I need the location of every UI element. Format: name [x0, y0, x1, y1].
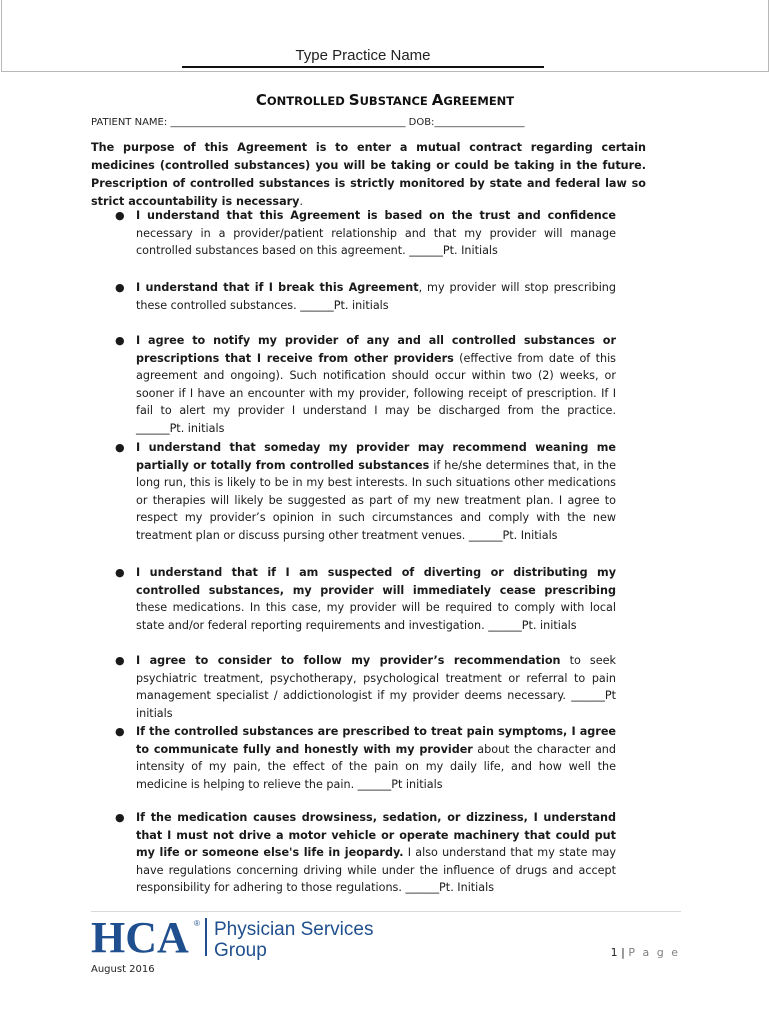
- bullet-icon: ●: [115, 334, 125, 347]
- page-number-value: 1: [610, 946, 618, 959]
- dob-label: DOB:: [408, 117, 435, 128]
- page-number: [560, 946, 680, 959]
- bullet-icon: ●: [115, 209, 125, 222]
- title-char: S: [348, 91, 360, 109]
- bullet-icon: ●: [115, 441, 125, 454]
- page-word: P a g e: [628, 946, 680, 959]
- item-text: I also understand that my state may have regulations concerning driving while under the influence of drugs and accept responsibility for adhering to those regulations. ______Pt. Initials: [136, 846, 616, 894]
- document-title: [0, 91, 770, 109]
- title-char: GREEMENT: [443, 94, 515, 108]
- page-separator: |: [617, 946, 629, 959]
- item-bold-text: If the controlled substances are prescribed to treat pain symptoms, I agree to communicate fully and honestly with my provider: [136, 725, 616, 756]
- dob-field[interactable]: __________________: [434, 117, 525, 128]
- title-char: ONTROLLED: [266, 94, 349, 108]
- hca-logo: [91, 914, 391, 962]
- logo-line1: Physician Services: [214, 919, 374, 940]
- agreement-item: [91, 652, 616, 722]
- bullet-icon: ●: [115, 654, 125, 667]
- item-bold-text: I understand that this Agreement is based on the trust and confidence: [136, 209, 616, 222]
- purpose-end: .: [299, 195, 304, 208]
- item-text: necessary in a provider/patient relationship and that my provider will manage controlled substances based on this agreement. ______Pt. Initials: [136, 226, 616, 257]
- item-text: if he/she determines that, in the long run, this is likely to be in my best interests. In such situations other medications or therapies will likely be suggested as part of my new treatment plan. I agree to respect my provider’s opinion in such circumstances and comply with the new treatment plan or discuss pursing other treatment venues. ______Pt. Initials: [136, 458, 616, 542]
- agreement-item: [91, 207, 616, 260]
- agreement-item: [91, 439, 616, 544]
- footer-divider: [91, 911, 681, 912]
- item-bold-text: I agree to consider to follow my provider’s recommendation: [136, 654, 561, 667]
- agreement-item: [91, 723, 616, 793]
- bullet-icon: ●: [115, 566, 125, 579]
- practice-name-field[interactable]: Type Practice Name: [182, 46, 544, 68]
- item-text: , my provider will stop prescribing these controlled substances. ______Pt. initials: [136, 281, 616, 312]
- logo-line2: Group: [214, 940, 267, 961]
- patient-info-line: [91, 117, 651, 128]
- item-text: (effective from date of this agreement and ongoing). Such notification should occur within two (2) weeks, or sooner if I have an encounter with my provider, following receipt of prescription. If I fail to alert my provider I understand I may be discharged from the practice. ______Pt. initials: [136, 351, 616, 435]
- agreement-item: [91, 279, 616, 314]
- bullet-icon: ●: [115, 281, 125, 294]
- agreement-item: [91, 332, 616, 437]
- item-text: these medications. In this case, my provider will be required to comply with local state and/or federal reporting requirements and investigation. ______Pt. initials: [136, 601, 616, 632]
- item-bold-text: I agree to notify my provider of any and all controlled substances or prescriptions that I receive from other providers: [136, 334, 616, 365]
- logo-mark: HCA: [91, 914, 189, 962]
- bullet-icon: ●: [115, 811, 125, 824]
- item-bold-text: I understand that if I am suspected of diverting or distributing my controlled substances, my provider will immediately cease prescribing: [136, 566, 616, 597]
- practice-header-box: [1, 0, 769, 72]
- item-bold-text: I understand that if I break this Agreement: [136, 281, 419, 294]
- item-bold-text: If the medication causes drowsiness, sedation, or dizziness, I understand that I must not drive a motor vehicle or operate machinery that could put my life or someone else's life in jeopardy.: [136, 811, 616, 859]
- item-text: to seek psychiatric treatment, psychotherapy, psychological treatment or referral to pain management specialist / addictionologist if my provider deems necessary. ______Pt initials: [136, 654, 617, 720]
- title-char: C: [255, 91, 267, 109]
- logo-registered: ®: [194, 919, 200, 928]
- agreement-item: [91, 809, 616, 897]
- purpose-bold-text: The purpose of this Agreement is to enter a mutual contract regarding certain medicines (controlled substances) you will be taking or could be taking in the future. Prescription of controlled substances is strictly monitored by state and federal law so strict accountability is necessary: [91, 141, 646, 208]
- bullet-icon: ●: [115, 725, 125, 738]
- title-char: A: [431, 91, 444, 109]
- title-char: UBSTANCE: [359, 94, 432, 108]
- footer-date: August 2016: [91, 964, 155, 975]
- purpose-paragraph: [91, 139, 646, 211]
- agreement-item: [91, 564, 616, 634]
- patient-name-label: PATIENT NAME:: [91, 117, 168, 128]
- patient-name-field[interactable]: _______________________________________________: [170, 117, 406, 128]
- logo-divider: [205, 918, 207, 956]
- item-text: about the character and intensity of my pain, the effect of the pain on my daily life, and how well the medicine is helping to relieve the pain. ______Pt initials: [136, 742, 616, 791]
- item-bold-text: I understand that someday my provider may recommend weaning me partially or totally from controlled substances: [136, 441, 616, 472]
